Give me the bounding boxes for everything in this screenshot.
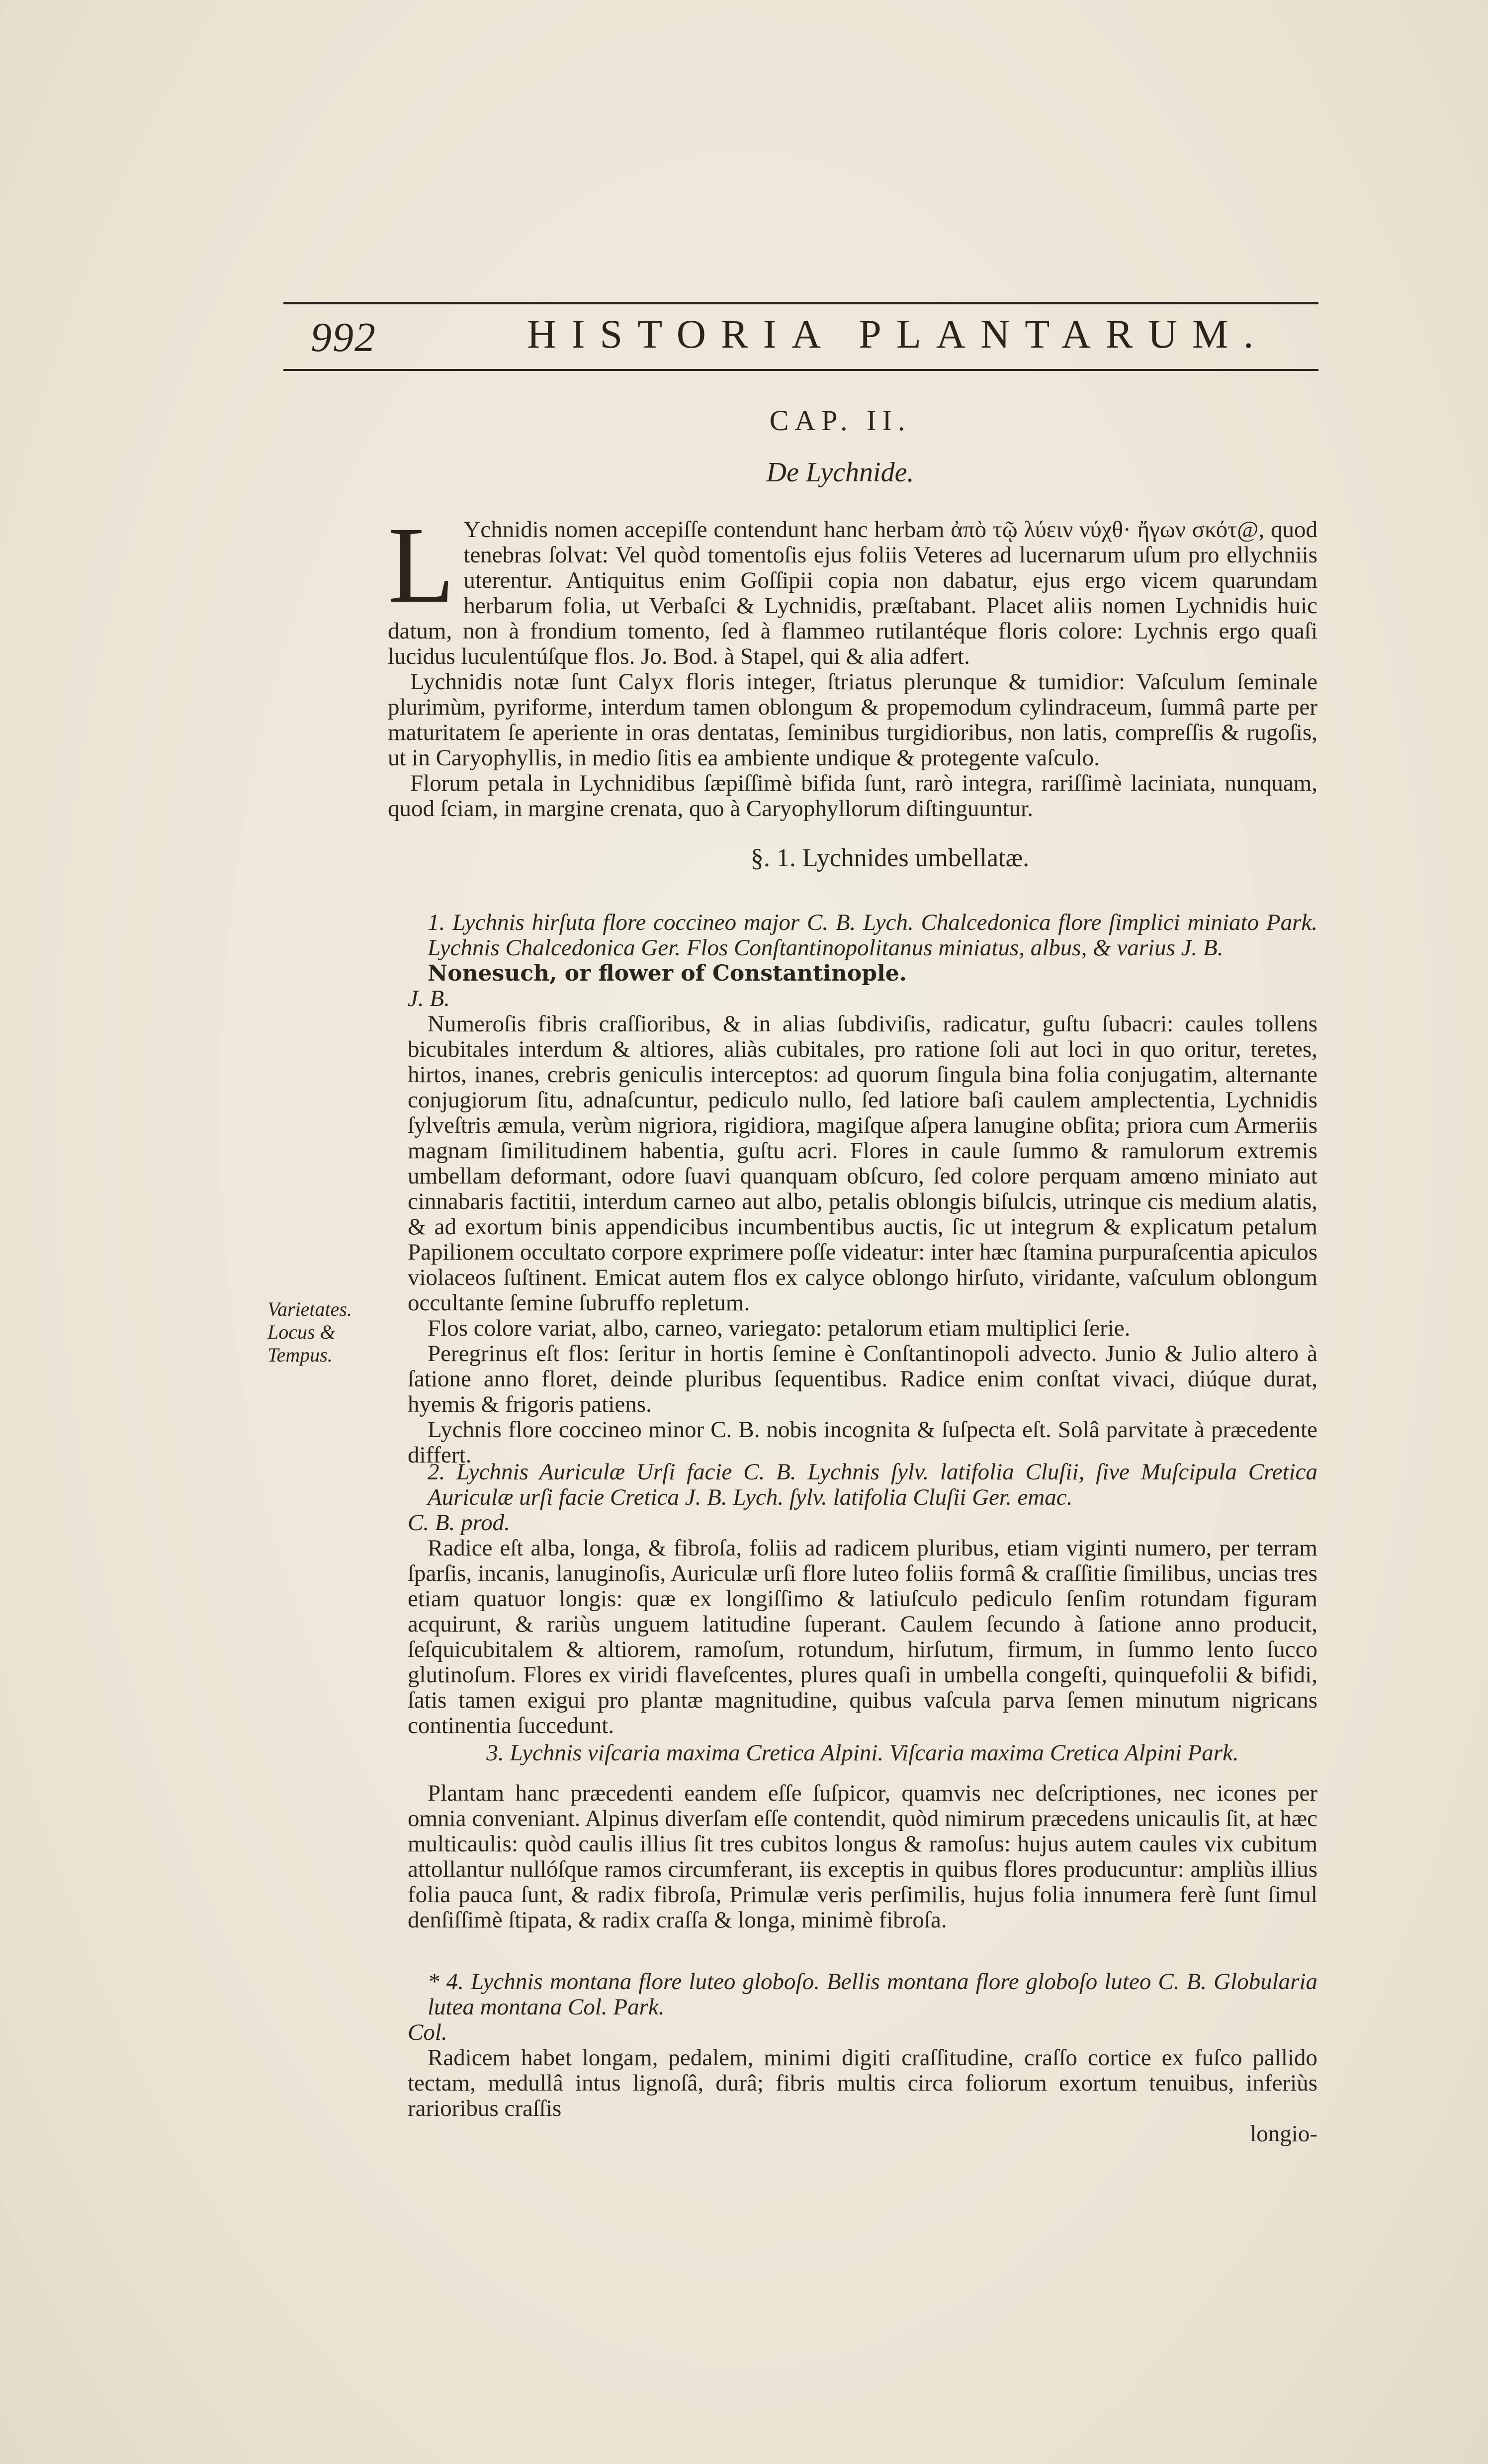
- entry-2-description: Radice eſt alba, longa, & fibroſa, foliis ad radicem pluribus, etiam viginti numero, per terram ſparſis, incanis, lanuginoſis, Auriculæ urſi flore luteo foliis formâ & craſſitie ſimilibus, uncias tres etiam quatuor longis: quæ ex longiſſimo & latiuſculo pediculo ſenſim rotundam figuram acquirunt, & rariùs unguem latitudine ſuperant. Caulem ſecundo à ſatione anno producit, ſeſquicubitalem & altiorem, ramoſum, rotundum, hirſutum, firmum, in ſummo lento ſucco glutinoſum. Flores ex viridi flaveſcentes, plures quaſi in umbella congeſti, quinquefolii & bifidi, ſatis tamen exigui pro plantæ magnitudine, quibus vaſcula parva ſemen minutum nigricans continentia ſuccedunt.: [408, 1535, 1317, 1738]
- entry-4-heading: * 4. Lychnis montana flore luteo globoſo. Bellis montana flore globoſo luteo C. B. Globularia lutea montana Col. Park.: [428, 1969, 1317, 2020]
- intro-section: [388, 504, 1317, 821]
- drop-cap: L: [388, 504, 455, 626]
- entry-3-description: Plantam hanc præcedenti eandem eſſe ſuſpicor, quamvis nec deſcriptiones, nec icones per omnia conveniant. Alpinus diverſam eſſe contendit, quòd nimirum præcedens unicaulis ſit, at hæc multicaulis: quòd caulis illius ſit tres cubitos longus & ramoſus: hujus autem caules vix cubitum attollantur nullóſque ramos circumferant, iis exceptis in quibus flores producuntur: ampliùs illius folia pauca ſunt, & radix fibroſa, Primulæ veris perſimilis, hujus folia innumera ferè ſunt ſimul denſiſſimè ſtipata, & radix craſſa & longa, minimè fibroſa.: [408, 1780, 1317, 1933]
- intro-paragraph-3: Florum petala in Lychnidibus ſæpiſſimè bifida ſunt, rarò integra, rariſſimè laciniata, nunquam, quod ſciam, in margine crenata, quo à Caryophyllorum diſtinguuntur.: [388, 770, 1317, 821]
- entry-4-description: Radicem habet longam, pedalem, minimi digiti craſſitudine, craſſo cortice ex fuſco pallido tectam, medullâ intus lignoſâ, durâ; fibris multis circa foliorum exortum tenuibus, inferiùs rarioribus craſſis: [408, 2045, 1317, 2121]
- header-rule-top: [283, 302, 1318, 304]
- entry-1-english-name: Nonesuch, or flower of Constantinople.: [428, 961, 907, 986]
- entry-4: [408, 1969, 1317, 2147]
- intro-paragraph-1: [388, 504, 1317, 669]
- running-title: HISTORIA PLANTARUM.: [527, 311, 1269, 357]
- entry-1: [408, 910, 1317, 1468]
- chapter-title: De Lychnide.: [766, 457, 914, 488]
- chapter-heading: CAP. II.: [769, 404, 911, 437]
- entry-1-authority: J. B.: [408, 986, 450, 1011]
- header-rule-bottom: [283, 369, 1318, 371]
- section-heading: §. 1. Lychnides umbellatæ.: [750, 844, 1030, 872]
- entry-2: [408, 1460, 1317, 1738]
- entry-1-heading: 1. Lychnis hirſuta flore coccineo major C. B. Lych. Chalcedonica flore ſimplici miniato Park. Lychnis Chalcedonica Ger. Flos Conſtantinopolitanus miniatus, albus, & varius J. B.: [428, 910, 1317, 961]
- margin-note: Varietates. Locus & Tempus.: [267, 1298, 352, 1366]
- entry-4-authority: Col.: [408, 2019, 447, 2045]
- entry-1-minor: Lychnis flore coccineo minor C. B. nobis incognita & ſuſpecta eſt. Solâ parvitate à præcedente differt.: [408, 1417, 1317, 1468]
- intro-paragraph-2: Lychnidis notæ ſunt Calyx floris integer, ſtriatus plerunque & tumidior: Vaſculum ſeminale plurimùm, pyriforme, interdum tamen oblongum & propemodum cylindraceum, ſummâ parte per maturitatem ſe aperiente in oras dentatas, ſeminibus turgidioribus, non latis, compreſſis & rugoſis, ut in Caryophyllis, in medio ſitis ea ambiente undique & protegente vaſculo.: [388, 669, 1317, 771]
- entry-2-authority: C. B. prod.: [408, 1510, 510, 1536]
- intro-text-1: Ychnidis nomen accepiſſe contendunt hanc herbam ἀπὸ τῷ λύειν νύχθ· ἤγων σκότ@, quod tenebras ſolvat: Vel quòd tomentoſis ejus foliis Veteres ad lucernarum uſum pro ellychniis uterentur. Antiquitus enim Goſſipii copia non dabatur, ejus ergo vicem quarundam herbarum folia, ut Verbaſci & Lychnidis, præſtabant. Placet aliis nomen Lychnidis huic datum, non à frondium tomento, ſed à flammeo rutilantéque floris colore: Lychnis ergo quaſi lucidus luculentúſque flos. Jo. Bod. à Stapel, qui & alia adfert.: [388, 517, 1317, 669]
- entry-2-heading: 2. Lychnis Auriculæ Urſi facie C. B. Lychnis ſylv. latifolia Cluſii, ſive Muſcipula Cretica Auriculæ urſi facie Cretica J. B. Lych. ſylv. latifolia Cluſii Ger. emac.: [428, 1459, 1317, 1510]
- page-number: 992: [311, 314, 376, 361]
- entry-1-location: Peregrinus eſt flos: ſeritur in hortis ſemine è Conſtantinopoli advecto. Junio & Julio altero à ſatione anno floret, deinde pluribus ſequentibus. Radice enim conſtat vivaci, diúque durat, hyemis & frigoris patiens.: [408, 1341, 1317, 1417]
- entry-1-varieties: Flos colore variat, albo, carneo, variegato: petalorum etiam multiplici ſerie.: [428, 1315, 1131, 1341]
- entry-1-description: Numeroſis fibris craſſioribus, & in alias ſubdiviſis, radicatur, guſtu ſubacri: caules tollens bicubitales interdum & altiores, aliàs cubitales, pro ratione ſoli aut loci in quo oritur, teretes, hirtos, inanes, crebris geniculis interceptos: ad quorum ſingula bina folia conjugatim, alternante conjugiorum ſitu, adnaſcuntur, pediculo nullo, ſed latiore baſi caulem amplectentia, Lychnidis ſylveſtris æmula, verùm nigriora, rigidiora, magiſque aſpera lanugine obſita; priora cum Armeriis magnam ſimilitudinem habentia, guſtu acri. Flores in caule ſummo & ramulorum extremis umbellam deformant, odore ſuavi quanquam obſcuro, ſed colore perquam amœno miniato aut cinnabaris factitii, interdum carneo aut albo, petalis oblongis biſulcis, utrinque cis medium alatis, & ad exortum binis appendicibus incumbentibus auctis, ſic ut integrum & explicatum petalum Papilionem occultato corpore exprimere poſſe videatur: inter hæc ſtamina purpuraſcentia apiculos violaceos ſuſtinent. Emicat autem flos ex calyce oblongo hirſuto, viridante, vaſculum oblongum occultante ſemine ſubruffo repletum.: [408, 1011, 1317, 1316]
- entry-3-heading: 3. Lychnis viſcaria maxima Cretica Alpini. Viſcaria maxima Cretica Alpini Park.: [486, 1740, 1239, 1766]
- entry-3: [408, 1740, 1317, 1933]
- catchword: longio-: [1250, 2121, 1317, 2147]
